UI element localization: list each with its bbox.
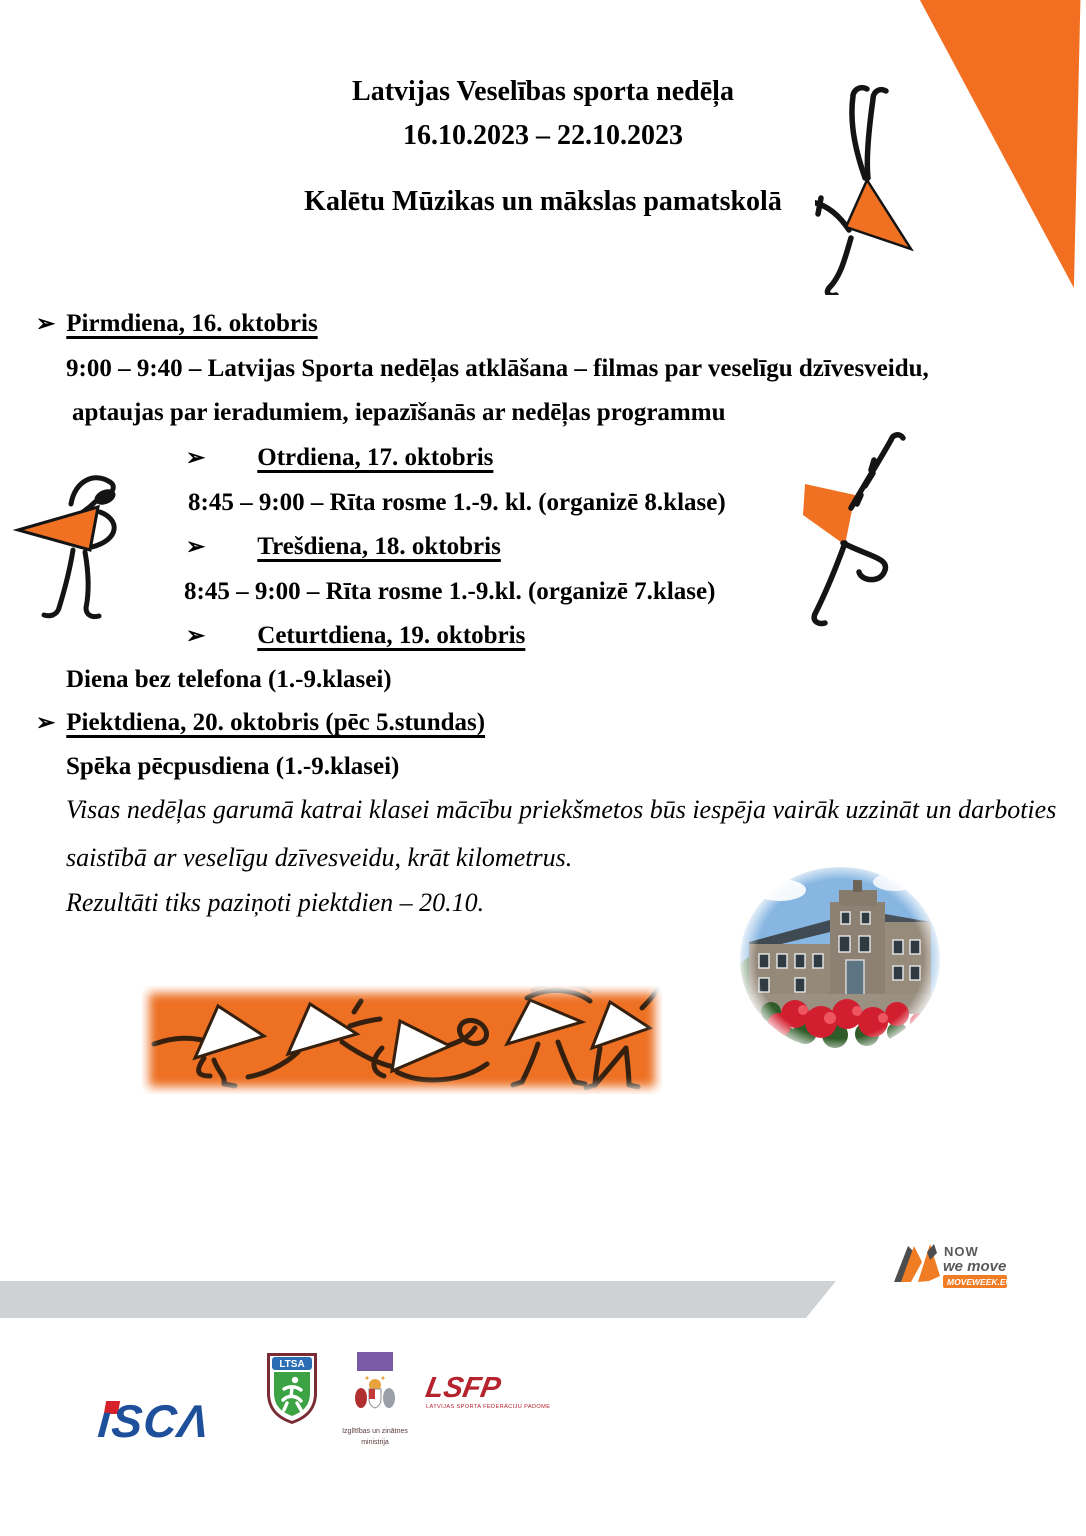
- dancer-stick-figure-icon: [793, 428, 908, 628]
- schedule-day-wednesday: ➢ Trešdiena, 18. oktobris: [186, 533, 501, 560]
- arrow-bullet-icon: ➢: [186, 534, 206, 559]
- nwm-line1: NOW: [944, 1244, 979, 1259]
- exercise-banner: [142, 986, 662, 1094]
- nowwemove-logo: [888, 1240, 1018, 1292]
- schedule-entry: Spēka pēcpusdiena (1.-9.klasei): [66, 753, 400, 780]
- school-name: Kalētu Mūzikas un mākslas pamatskolā: [304, 186, 782, 217]
- note-line: saistībā ar veselīgu dzīvesveidu, krāt kilometrus.: [66, 843, 573, 872]
- arrow-bullet-icon: ➢: [186, 623, 206, 648]
- ltsa-band-text: LTSA: [279, 1359, 305, 1370]
- ministry-text-line2: ministrija: [361, 1438, 389, 1446]
- page-title: Latvijas Veselības sporta nedēļa: [352, 76, 734, 107]
- lsfp-logo: [423, 1372, 551, 1414]
- arrow-bullet-icon: ➢: [36, 710, 56, 735]
- lsfp-logo-text: LSFP: [423, 1372, 504, 1404]
- arrow-bullet-icon: ➢: [36, 311, 56, 336]
- handstand-stick-figure-icon: [815, 80, 920, 295]
- ministry-text-line1: Izglītības un zinātnes: [342, 1428, 408, 1435]
- schedule-entry: 8:45 – 9:00 – Rīta rosme 1.-9. kl. (organizē 8.klase): [188, 489, 726, 516]
- schedule-day-thursday: ➢ Ceturtdiena, 19. oktobris: [186, 622, 526, 649]
- isca-logo: [96, 1395, 248, 1454]
- nwm-badge: MOVEWEEK.EU: [947, 1277, 1012, 1287]
- schedule-entry: 9:00 – 9:40 – Latvijas Sporta nedēļas atklāšana – filmas par veselīgu dzīvesveidu,: [66, 355, 929, 382]
- school-building-photo: [735, 862, 945, 1062]
- isca-logo-text: ıSCΛ: [96, 1395, 212, 1447]
- schedule-day-friday: ➢ Piektdiena, 20. oktobris (pēc 5.stundas): [36, 709, 486, 736]
- date-range: 16.10.2023 – 22.10.2023: [403, 120, 683, 151]
- ministry-logo: [341, 1352, 409, 1448]
- schedule-day-monday: ➢ Pirmdiena, 16. oktobris: [36, 310, 318, 337]
- ltsa-logo: [264, 1351, 320, 1425]
- schedule-entry: aptaujas par ieradumiem, iepazīšanās ar nedēļas programmu: [72, 399, 726, 426]
- schedule-day-tuesday: ➢ Otrdiena, 17. oktobris: [186, 444, 494, 471]
- nwm-line2: we move: [943, 1258, 1007, 1275]
- note-line: Visas nedēļas garumā katrai klasei mācību priekšmetos būs iespēja vairāk uzzināt un darboties: [66, 795, 1057, 824]
- arrow-bullet-icon: ➢: [186, 445, 206, 470]
- sidebend-stick-figure-icon: [5, 450, 135, 620]
- lsfp-logo-subtext: LATVIJAS SPORTA FEDERĀCIJU PADOME: [426, 1404, 551, 1410]
- footer-gray-bar: [0, 1281, 836, 1318]
- schedule-entry: 8:45 – 9:00 – Rīta rosme 1.-9.kl. (organizē 7.klase): [184, 578, 716, 605]
- schedule-entry: Diena bez telefona (1.-9.klasei): [66, 666, 392, 693]
- note-line: Rezultāti tiks paziņoti piektdien – 20.10.: [66, 888, 485, 917]
